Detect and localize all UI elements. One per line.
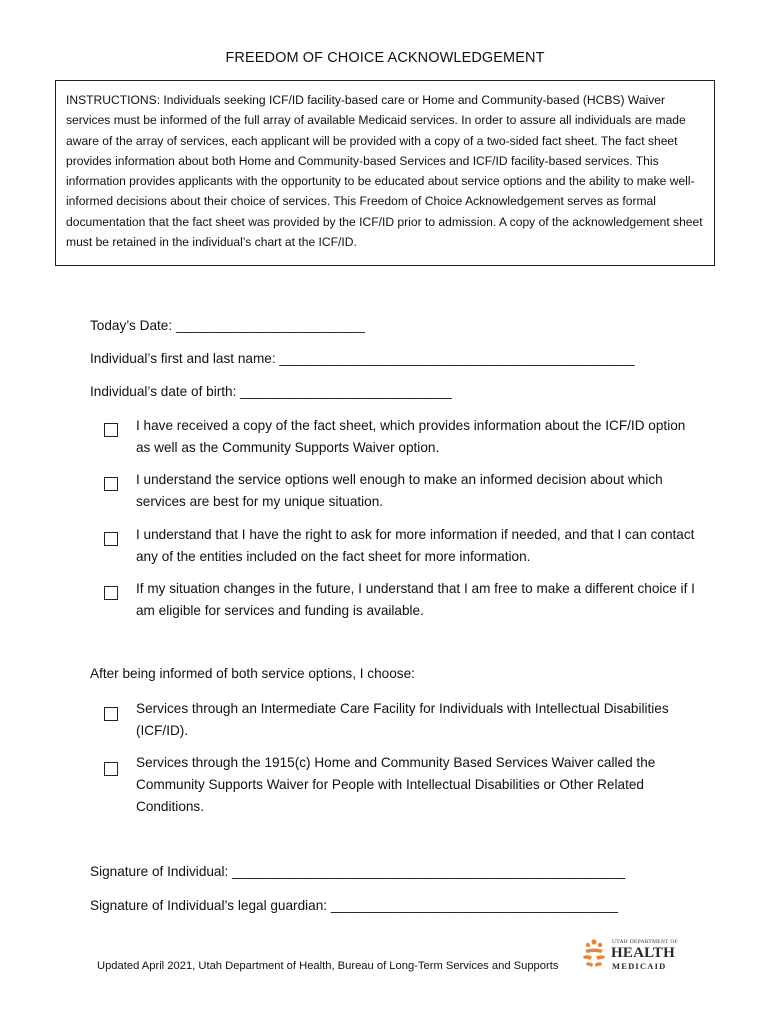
acknowledgement-checkbox-2[interactable] <box>104 477 118 491</box>
form-title: FREEDOM OF CHOICE ACKNOWLEDGEMENT <box>225 50 545 66</box>
logo-mark-icon <box>580 938 608 970</box>
acknowledgement-text-4: If my situation changes in the future, I understand that I am free to make a different choice if I am eligible for services and funding is available. <box>136 581 695 618</box>
acknowledgement-text-3: I understand that I have the right to ask for more information if needed, and that I can contact any of the entities included on the fact sheet for more information. <box>136 527 695 564</box>
choice-checkbox-icf[interactable] <box>104 707 118 721</box>
utah-health-medicaid-logo <box>580 936 680 976</box>
acknowledgement-checkbox-1[interactable] <box>104 423 118 437</box>
acknowledgement-checkbox-3[interactable] <box>104 532 118 546</box>
acknowledgement-text-1: I have received a copy of the fact sheet, which provides information about the ICF/ID option as well as the Community Supports Waiver option. <box>136 418 686 455</box>
acknowledgement-text-2: I understand the service options well enough to make an informed decision about which services are best for my unique situation. <box>136 472 663 509</box>
logo-health-text: HEALTH <box>611 945 676 961</box>
guardian-signature-field[interactable]: Signature of Individual’s legal guardian: ______________________________________ <box>90 898 619 913</box>
choice-text-icf: Services through an Intermediate Care Facility for Individuals with Intellectual Disabilities (ICF/ID). <box>136 701 669 738</box>
choice-checkbox-waiver[interactable] <box>104 762 118 776</box>
logo-department-text: UTAH DEPARTMENT OF <box>612 939 679 945</box>
logo-medicaid-text: MEDICAID <box>612 961 667 971</box>
date-of-birth-field[interactable]: Individual’s date of birth: ____________________________ <box>90 384 452 399</box>
choice-intro: After being informed of both service options, I choose: <box>90 666 415 681</box>
individual-name-field[interactable]: Individual’s first and last name: _______________________________________________ <box>90 351 635 366</box>
todays-date-field[interactable]: Today’s Date: _________________________ <box>90 318 365 333</box>
acknowledgement-checkbox-4[interactable] <box>104 586 118 600</box>
choice-text-waiver: Services through the 1915(c) Home and Community Based Services Waiver called the Community Supports Waiver for People with Intellectual Disabilities or Other Related Conditions. <box>136 755 656 814</box>
individual-signature-field[interactable]: Signature of Individual: ____________________________________________________ <box>90 864 626 879</box>
instructions-box: INSTRUCTIONS: Individuals seeking ICF/ID facility-based care or Home and Community-based (HCBS) Waiver services must be informed of the full array of available Medicaid services. In order to assure all individuals are made aware of the array of services, each applicant will be provided with a copy of a two-sided fact sheet. The fact sheet provides information about both Home and Community-based Services and ICF/ID facility-based services. This information provides applicants with the opportunity to be educated about service options and the ability to make well-informed decisions about their choice of services. This Freedom of Choice Acknowledgement serves as formal documentation that the fact sheet was provided by the ICF/ID prior to admission. A copy of the acknowledgement sheet must be retained in the individual’s chart at the ICF/ID. <box>55 80 715 266</box>
footer-note: Updated April 2021, Utah Department of Health, Bureau of Long-Term Services and Supports <box>97 960 559 972</box>
